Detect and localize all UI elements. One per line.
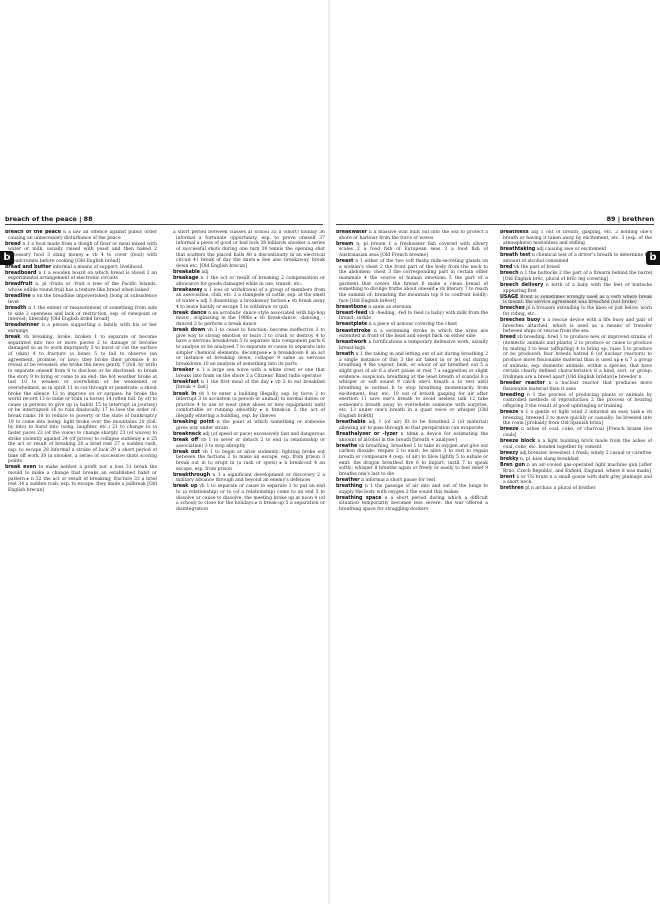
headword: breadwinner <box>5 323 40 329</box>
definition: adj 1 out of breath; gasping, etc. 2 holding one's breath or having it taken away by excitement, etc. 3 (esp. of the atmosphere) motionless and stifling <box>503 230 652 247</box>
headword: breeze block <box>500 439 536 445</box>
dictionary-entry <box>5 265 157 271</box>
headword: breathe <box>336 443 358 449</box>
definition: n 1 the passage of air into and out of the lungs to supply the body with oxygen 2 the sound this makes <box>339 483 488 495</box>
definition: n fortifications a temporary defensive work, usually breast-high <box>339 340 488 351</box>
dictionary-entry <box>500 457 652 463</box>
definition: n a light building brick made from the ashes of coal, coke, etc. bonded together by cement <box>503 439 652 450</box>
headword: breakwater <box>336 230 368 235</box>
dictionary-entry <box>336 478 488 484</box>
headword: brekky <box>500 456 519 462</box>
definition: n 1 the extent or measurement of something from side to side 2 openness and lack of restriction, esp. of viewpoint or interest; liberality [Old English brǣd broad] <box>8 305 157 323</box>
definition: n 1 the buttocks 2 the part of a firearm behind the barrel [Old English brēc, plural of brōc leg covering] <box>503 271 652 282</box>
headword: breeze <box>500 427 519 433</box>
definition: vb 1 to sever or detach 2 to end (a relationship or association) 3 to stop abruptly <box>176 437 325 449</box>
definition: n an air-cooled gas-operated light machine gun [after Brno, Czech Republic, and Enfield, England, where it was made] <box>503 462 652 474</box>
definition: n on the breadline impoverished; living at subsistence level <box>8 294 157 305</box>
headword: break out <box>173 449 201 455</box>
dictionary-entry <box>336 329 488 340</box>
definition: n 1 a significant development or discovery 2 a military advance through and beyond an enemy's defences <box>176 472 325 484</box>
dictionary-entry <box>173 484 325 512</box>
headword: break <box>5 334 21 340</box>
definition: vb 1 to separate or cause to separate 2 to put an end to (a relationship) or to (of a relationship) come to an end 3 to dissolve or cause to dissolve: the meeting broke up at noon 4 (of a school) to close for the holidays ▸ n break-up 5 a separation or disintegration <box>176 484 325 512</box>
headword: breastwork <box>336 340 367 346</box>
dictionary-entry <box>500 283 652 294</box>
guide-word-right: brethren <box>622 215 654 223</box>
headword: breeding <box>500 392 525 398</box>
definition: n a law an offence against public order causing an unnecessary disturbance of the peace <box>8 230 157 241</box>
dictionary-entry <box>336 420 488 431</box>
usage-text: Brent is sometimes wrongly used as a verb where break is meant: the service agreement was breached (not broke) <box>503 294 652 306</box>
dictionary-entry <box>500 463 652 474</box>
dictionary-entry <box>336 311 488 322</box>
headword: breathless <box>500 230 529 235</box>
headword: Bren gun <box>500 462 526 468</box>
dictionary-entry <box>336 322 488 328</box>
dictionary-entry <box>336 352 488 420</box>
headword: bream <box>336 241 354 247</box>
definition: to make neither a profit nor a loss 31 break the mould to make a change that breaks an established habit or pattern ▸ n 32 the act or result of breaking; fracture 33 a brief rest 34 a sudden rush, esp. to escape: they made a jailbreak [Old English brecan] <box>8 465 157 494</box>
definition: n a person supporting a family with his or her earnings <box>8 323 157 334</box>
headword: breakfast <box>173 379 199 385</box>
dictionary-entry <box>500 265 652 271</box>
dictionary-entry <box>5 335 157 465</box>
headword: breadfruit <box>5 282 33 288</box>
dictionary-entry <box>336 242 488 259</box>
headword: bread <box>5 241 21 247</box>
thumb-index-right: b <box>646 251 660 265</box>
headword: bread and butter <box>5 264 52 270</box>
headword: breadline <box>5 294 31 300</box>
dictionary-entry <box>500 230 652 247</box>
definition: n 1 a gentle or light wind 2 informal an easy task ▸ vb breezing, breezed 3 to move quickly or casually: he breezed into the room [probably from Old Spanish briza] <box>503 410 652 427</box>
headword: breaststroke <box>336 328 371 334</box>
definition: informal a means of support; livelihood <box>52 264 143 270</box>
dictionary-entry <box>500 393 652 410</box>
definition: n ashes of coal, coke, or charcoal [French braise live coals] <box>503 427 652 439</box>
definition: n 1 the process of producing plants or animals by controlled methods of reproduction 2 the process of bearing offspring 3 the result of good upbringing or training <box>503 392 652 409</box>
headword: breakage <box>173 276 199 282</box>
dictionary-entry <box>173 420 325 431</box>
column-2 <box>173 230 325 902</box>
headword: breed <box>500 335 516 341</box>
definition: n 1 the act or result of breaking 2 compensation or allowance for goods damaged while in use, transit, etc. <box>176 276 325 287</box>
definition: n a massive wall built out into the sea to protect a shore or harbour from the force of waves <box>339 230 488 241</box>
right-page <box>330 0 660 904</box>
guide-word-left: breach of the peace <box>5 215 77 223</box>
definition: n 1 a large sea wave with a white crest or one that breaks into foam on the shore 2 a Citizens' Band radio operator <box>176 368 325 379</box>
dictionary-entry <box>500 427 652 438</box>
dictionary-entry <box>173 473 325 484</box>
dictionary-entry <box>173 380 325 391</box>
definition: pl n archaic a plural of brother <box>525 486 596 492</box>
dictionary-entry <box>500 439 652 450</box>
definition: n a rescue device with a life buoy and pair of breeches attached, which is used as a means of transfer between ships or rescue from the sea <box>503 317 652 335</box>
definition: n birth of a baby with the feet or buttocks appearing first <box>503 282 652 294</box>
headword: breakaway <box>173 287 203 293</box>
definition: pl n trousers extending to the knee or just below, worn for riding, etc. <box>503 306 652 317</box>
dictionary-entry <box>173 270 325 276</box>
dictionary-entry <box>500 335 652 380</box>
dictionary-entry <box>5 306 157 323</box>
definition: n tdmk a device for estimating the amount of alcohol in the breath [breath + analyser] <box>339 431 488 443</box>
dictionary-entry <box>173 438 325 449</box>
definition: n informal a short pause for rest <box>361 477 436 483</box>
headword: breast <box>336 259 354 265</box>
dictionary-entry <box>500 486 652 492</box>
dictionary-entry <box>173 311 325 328</box>
headword: breath test <box>500 253 531 259</box>
headword: bred <box>500 265 513 271</box>
dictionary-entry <box>173 230 325 270</box>
dictionary-entry <box>173 328 325 368</box>
headword: break even <box>5 465 37 471</box>
headword: breathing <box>336 483 363 489</box>
definition: vb the past of breed <box>513 265 560 271</box>
page-number-right: 89 <box>606 215 616 223</box>
headword: breeze <box>500 410 519 416</box>
definition: vb 1 to enter a building illegally, esp. by force 2 to interrupt 3 to accustom (a person or animal) to normal duties or practice 4 to use or wear (new shoes or new equipment) until comfortable or running smoothly ▸ n break-in 5 the act of illegally entering a building, esp. by thieves <box>176 391 325 420</box>
headword: break dance <box>173 310 207 316</box>
headword: breathing space <box>336 495 382 501</box>
dictionary-entry <box>500 271 652 282</box>
headword: breech delivery <box>500 282 544 288</box>
definition: n or US brant n a small goose with dark grey plumage and a short neck <box>503 474 652 486</box>
column-4 <box>500 230 652 902</box>
dictionary-entry <box>500 451 652 457</box>
dictionary-entry <box>5 282 157 293</box>
usage-label: USAGE <box>500 294 519 300</box>
headword: breaker <box>173 368 194 374</box>
dictionary-entry <box>5 242 157 265</box>
definition: n same as sternum <box>368 304 412 310</box>
headword: breathtaking <box>500 247 536 253</box>
dictionary-entry <box>173 450 325 473</box>
dictionary-entry <box>5 271 157 282</box>
dictionary-entry <box>336 484 488 495</box>
headword: breastbone <box>336 304 367 310</box>
headword: brethren <box>500 486 524 492</box>
thumb-index-left: b <box>0 251 14 265</box>
headword: breathable <box>336 420 366 426</box>
page-number-left: 88 <box>83 215 93 223</box>
dictionary-entry <box>500 381 652 392</box>
dictionary-entry <box>336 444 488 478</box>
definition: adj breezier, breeziest 1 fresh; windy 2 casual or carefree <box>519 450 652 456</box>
headword: breather <box>336 477 360 483</box>
definition: n 1 a wooden board on which bread is sliced 2 an experimental arrangement of electronic circuits <box>8 270 157 282</box>
headword: breast-feed <box>336 310 368 316</box>
definition: vb breathing, breathed 1 to take in oxygen and give out carbon dioxide; respire 2 to exist; be alive 3 to rest to regain breath or composure 4 (esp. of air) to blow lightly 5 to exhale or emit: the dragon breathed fire 6 to impart; instil 7 to speak softly; whisper 8 breathe again or freely or easily to feel relief 9 breathe one's last to die <box>339 443 488 477</box>
dictionary-entry <box>500 253 652 264</box>
definition: vb breeding, bred 1 to produce new or improved strains of (domestic animals and plants) 2 to produce or cause to produce by mating 3 to bear (offspring) 4 to bring up; raise 5 to produce or be produced: fear breeds hatred 6 (of nuclear reactors) to produce more fissionable material than is used up ▸ n 7 a group of animals, esp. domestic animals, within a species, that have certain clearly defined characteristics 8 a kind, sort, or group: Irishmen are a breed apart [Old English brēdan] ▸ breeder n <box>503 335 652 380</box>
definition: n a piece of armour covering the chest <box>368 322 458 328</box>
definition: adj <box>201 269 209 275</box>
definition: n, pl -fruits or -fruit a tree of the Pacific Islands, whose edible round fruit has a texture like bread when baked <box>8 282 157 294</box>
header-rule-left <box>5 224 323 225</box>
definition: n the point at which something or someone gives way under strain <box>176 420 325 431</box>
headword: breakthrough <box>173 472 211 478</box>
dictionary-entry <box>173 392 325 420</box>
headword: breezy <box>500 450 519 456</box>
dictionary-entry <box>5 323 157 334</box>
dictionary-entry <box>336 305 488 311</box>
dictionary-entry <box>500 306 652 317</box>
headword: breeches <box>500 306 525 312</box>
definition: vb 1 to begin or arise suddenly: fighting broke out between the factions 2 to make an escape, esp. from prison 3 break out in to erupt in (a rash or spots) ▸ n break-out 4 an escape, esp. from prison <box>176 449 325 472</box>
dictionary-entry <box>336 432 488 443</box>
definition: adj causing awe or excitement <box>536 247 607 253</box>
running-head-left: breach of the peace | 88 <box>5 215 93 223</box>
headword: breastplate <box>336 322 368 328</box>
definition: n a nuclear reactor that produces more fissionable material than it uses <box>503 380 652 392</box>
usage-note <box>500 295 652 306</box>
definition: n a short period during which a difficult situation temporarily becomes less severe: the war offered a breathing space for struggling dockers <box>339 495 488 512</box>
column-1 <box>5 230 157 902</box>
dictionary-entry <box>336 259 488 304</box>
dictionary-entry <box>500 318 652 335</box>
headword: breeches buoy <box>500 317 541 323</box>
column-3 <box>336 230 488 902</box>
headword: breach of the peace <box>5 230 61 235</box>
definition: a short period between classes at school 35 a (short) holiday 36 informal a fortunate opportunity, esp. to prove oneself 37 informal a piece of good or bad luck 38 billiards snooker a series of successful shots during one turn 39 tennis the opening shot that scatters the placed balls 40 a discontinuity in an electrical circuit 41 break of day the dawn ▸ See also breakaway, break down etc. [Old English brecan] <box>173 230 325 269</box>
dictionary-entry <box>336 340 488 351</box>
headword: breadth <box>5 305 27 311</box>
headword: breadboard <box>5 270 37 276</box>
definition: n, pl bream 1 a freshwater fish covered with silvery scales 2 a food fish of European seas 3 a food fish of Australasian seas [Old French bresme] <box>339 241 488 259</box>
definition: n, pl -kies slang breakfast <box>520 456 579 462</box>
dictionary-entry <box>173 432 325 438</box>
definition: n chemical test of a driver's breath to determine the amount of alcohol consumed <box>503 253 652 265</box>
headword: break down <box>173 328 206 334</box>
definition: n an acrobatic dance style associated with hip-hop music, originating in the 1980s ▸ vb break-dance, -dancing, -danced 2 to perform a break dance <box>176 310 325 328</box>
headword: break off <box>173 437 199 443</box>
headword: break up <box>173 484 198 490</box>
definition: vb 1 to cease to function; become ineffective 2 to give way to strong emotion or tears 3 to crush or destroy 4 to have a nervous breakdown 5 to separate into component parts 6 to analyse or be analysed 7 to separate or cause to separate into simpler chemical elements; decompose ▸ n breakdown 8 an act or instance of breaking down; collapse 9 same as nervous breakdown 10 an analysis of something into its parts <box>176 328 325 368</box>
dictionary-entry <box>336 230 488 241</box>
headword: break in <box>173 391 197 397</box>
dictionary-entry <box>500 475 652 486</box>
headword: breech <box>500 271 519 277</box>
definition: adj 1 (of air) fit to be breathed 2 (of material) allowing air to pass through so that perspiration can evaporate <box>339 420 488 431</box>
dictionary-entry <box>173 288 325 311</box>
definition: n 1 the first meal of the day ▸ vb 2 to eat breakfast [break + fast] <box>176 379 325 391</box>
definition: n 1 a food made from a dough of flour or meal mixed with water or milk, usually raised with yeast and then baked 2 necessary food 3 slang money ▸ vb 4 to cover (food) with breadcrumbs before cooking [Old English brēad] <box>8 241 157 264</box>
definition: adj (of speed or pace) excessively fast and dangerous <box>202 431 325 437</box>
definition: vb breaking, broke, broken 1 to separate or become separated into two or more pieces 2 to damage or become damaged so as to work improperly 3 to burst or cut the surface of (skin) 4 to fracture (a bone) 5 to fail to observe (an agreement, promise, or law): they broke their promise 6 to reveal or be revealed: she broke the news gently 7 (foll. by with) to separate oneself from 8 to disclose or be disclosed: to break the story 9 to bring or come to an end: the hot weather broke at last 10 to weaken or overwhelm or be weakened or overwhelmed, as in spirit 11 to cut through or penetrate: a shout broke the silence 12 to improve on or surpass: he broke the world record 13 to tame or train (a horse) 14 (often foll. by of) to cause (a person) to give up (a habit) 15 to interrupt (a journey) or be interrupted 16 to ruin financially 17 to lose the order of: break ranks 18 to reduce to poverty or the state of bankruptcy 19 to come into being: light broke over the mountains 20 (foll. by into) to burst into (song, laughter, etc.) 21 to change to (a faster pace) 22 (of the voice) to change sharply 23 (of waves) to strike violently against 24 (of prices) to collapse suddenly ▸ n 25 the act or result of breaking 26 a brief rest 27 a sudden rush, esp. to escape 28 informal a stroke of luck 29 a short period of time off work 30 in snooker, a series of successive shots scoring points <box>8 334 157 465</box>
definition: n 1 either of the two soft fleshy milk-secreting glands on a woman's chest 2 the front part of the body from the neck to the abdomen; chest 3 the corresponding part in certain other mammals 4 the source of human emotions 5 the part of a garment that covers the breast 6 make a clean breast of something to divulge truths about oneself ▸ vb literary 7 to reach the summit of: breasting the mountain top 8 to confront boldly: face [Old English brēost] <box>339 259 488 304</box>
definition: n a swimming stroke in which the arms are extended in front of the head and swept back on either side <box>339 328 488 340</box>
definition: n 1 the taking in and letting out of air during breathing 2 a single instance of this 3 the air taken in or let out during breathing 4 the vapour, heat, or odour of air breathed out 5 a slight gust of air 6 a short pause or rest 7 a suggestion or slight evidence: suspicion: breathing at the least breath of scandal 8 a whisper or soft sound 9 catch one's breath a to rest until breathing is normal b to stop breathing momentarily from excitement, fear, etc. 10 out of breath gasping for air after exertion 11 save one's breath to avoid useless talk 12 take someone's breath away to overwhelm someone with surprise, etc. 13 under one's breath in a quiet voice or whisper [Old English brǣth] <box>339 351 488 420</box>
headword: breakneck <box>173 431 202 437</box>
dictionary-entry <box>336 496 488 513</box>
headword: Breathalyser or -lyzer <box>336 431 398 437</box>
headword: breakable <box>173 269 201 275</box>
headword: breaking point <box>173 420 215 426</box>
definition: n 1 loss or withdrawal of a group of members from an association, club, etc. 2 a stampede of cattle, esp. at the smell of water ▸ adj 3 dissenting: a breakaway faction ▸ vb break away 4 to leave hastily or escape 5 to withdraw or quit <box>176 287 325 310</box>
running-head-right: 89 | brethren <box>606 215 654 223</box>
dictionary-entry <box>5 294 157 305</box>
header-rule-right <box>336 224 654 225</box>
dictionary-entry <box>5 465 157 493</box>
dictionary-entry <box>5 230 157 241</box>
headword: breath <box>336 351 354 357</box>
definition: vb -feeding, -fed to feed (a baby) with milk from the breast; suckle <box>339 310 488 322</box>
dictionary-entry <box>173 276 325 287</box>
headword: breeder reactor <box>500 380 545 386</box>
dictionary-entry <box>173 368 325 379</box>
headword: brent <box>500 474 515 480</box>
dictionary-entry <box>500 410 652 427</box>
